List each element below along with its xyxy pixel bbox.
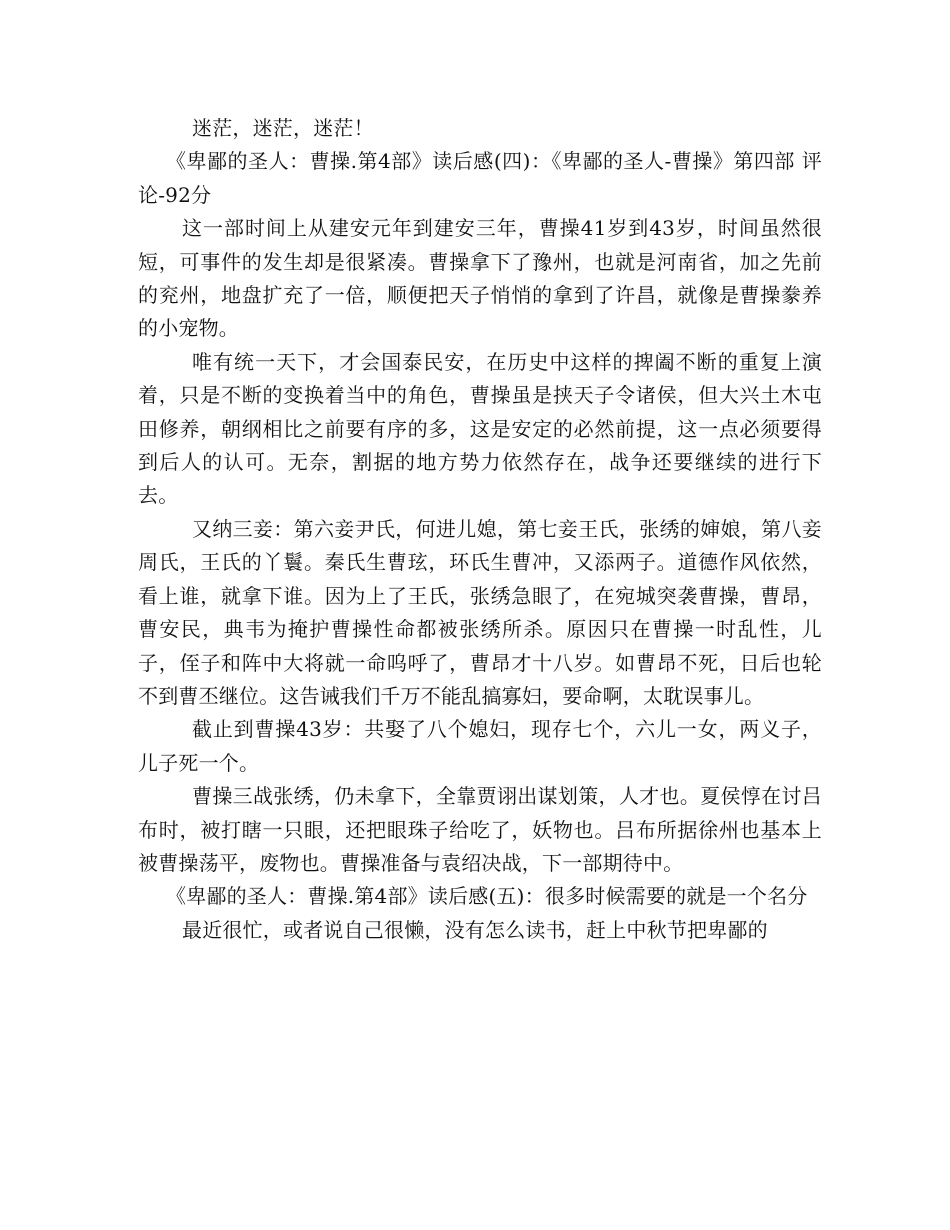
paragraph-zhangxiu-battles: 曹操三战张绣，仍未拿下，全靠贾诩出谋划策，人才也。夏侯惇在讨吕布时，被打瞎一只眼，还把眼珠子给吃了，妖物也。吕布所据徐州也基本上被曹操荡平，废物也。曹操准备与袁绍决战，下一部期待中。 (138, 784, 822, 875)
paragraph-summary-43: 截止到曹操43岁：共娶了八个媳妇，现存七个，六儿一女，两义子，儿子死一个。 (138, 717, 822, 775)
paragraph-timeline: 这一部时间上从建安元年到建安三年，曹操41岁到43岁，时间虽然很短，可事件的发生却是很紧凑。曹操拿下了豫州，也就是河南省，加之先前的兖州，地盘扩充了一倍，顺便把天子悄悄的拿到了许昌，就像是曹操豢养的小宠物。 (138, 216, 822, 341)
document-body (138, 112, 822, 947)
section-heading-review-5: 《卑鄙的圣人：曹操.第4部》读后感(五)：很多时候需要的就是一个名分 (166, 884, 808, 909)
paragraph-concubines: 又纳三妾：第六妾尹氏，何进儿媳，第七妾王氏，张绣的婶娘，第八妾周氏，王氏的丫鬟。秦氏生曹玹，环氏生曹冲，又添两子。道德作风依然，看上谁，就拿下谁。因为上了王氏，张绣急眼了，在宛城突袭曹操，曹昂，曹安民，典韦为掩护曹操性命都被张绣所杀。原因只在曹操一时乱性，儿子，侄子和阵中大将就一命呜呼了，曹昂才十八岁。如曹昂不死，日后也轮不到曹丕继位。这告诫我们千万不能乱搞寡妇，要命啊，太耽误事儿。 (138, 516, 822, 708)
section-heading-review-4: 《卑鄙的圣人：曹操.第4部》读后感(四)：《卑鄙的圣人-曹操》第四部 评论-92分 (138, 149, 822, 207)
paragraph-unification: 唯有统一天下，才会国泰民安，在历史中这样的捭阖不断的重复上演着，只是不断的变换着当中的角色，曹操虽是挟天子令诸侯，但大兴土木屯田修养，朝纲相比之前要有序的多，这是安定的必然前提，这一点必须要得到后人的认可。无奈，割据的地方势力依然存在，战争还要继续的进行下去。 (138, 349, 822, 508)
paragraph-lament: 迷茫，迷茫，迷茫！ (192, 116, 374, 140)
paragraph-busy: 最近很忙，或者说自己很懒，没有怎么读书，赶上中秋节把卑鄙的 (182, 917, 768, 942)
